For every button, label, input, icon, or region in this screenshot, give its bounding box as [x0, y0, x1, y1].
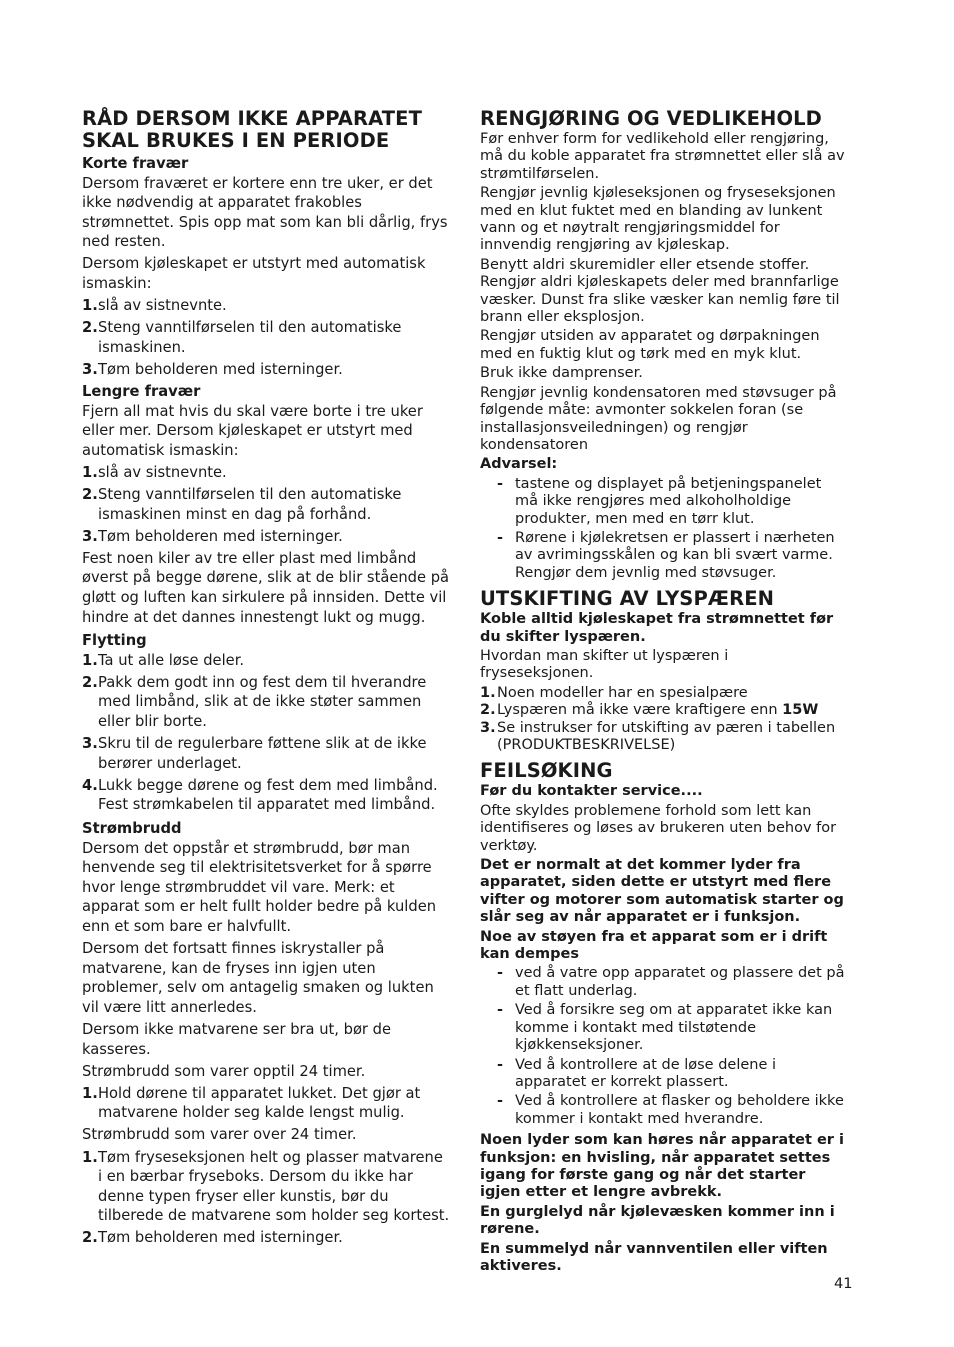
paragraph: Før enhver form for vedlikehold eller rengjøring, må du koble apparatet fra strømnettet eller slå av strømtilførselen.: [480, 131, 845, 182]
list-item: [480, 1002, 846, 1054]
section-title-storage: RÅD DERSOM IKKE APPARATET SKAL BRUKES I EN PERIODE: [82, 107, 422, 152]
list-item: [82, 651, 450, 671]
step-number: 1.: [82, 651, 98, 669]
paragraph: Rengjør utsiden av apparatet og dørpakningen med en fuktig klut og tørk med en myk klut.: [480, 328, 820, 362]
dash-bullet: -: [497, 965, 504, 982]
list-item: [82, 527, 450, 547]
list-item: [480, 476, 846, 528]
step-text: slå av sistnevnte.: [98, 463, 227, 481]
paragraph: Dersom fraværet er kortere enn tre uker, er det ikke nødvendig at apparatet frakobles strømnettet. Spis opp mat som kan bli dårlig, frys ned resten.: [82, 174, 448, 251]
paragraph: Dersom ikke matvarene ser bra ut, bør de kasseres.: [82, 1020, 392, 1058]
steps-outage-short: [82, 1084, 450, 1123]
page-number: 41: [834, 1276, 853, 1292]
dash-bullet: -: [497, 529, 504, 546]
list-item: [82, 318, 450, 357]
step-number: 2.: [480, 702, 496, 719]
step-number: 2.: [82, 673, 98, 691]
warning-heading: Advarsel:: [480, 456, 558, 473]
step-text: Noen modeller har en spesialpære: [497, 684, 748, 701]
step-text: Steng vanntilførselen til den automatiske ismaskinen.: [98, 319, 402, 356]
step-text: Hold dørene til apparatet lukket. Det gjør at matvarene holder seg kalde lengst mulig.: [98, 1084, 421, 1122]
list-item: [82, 360, 450, 380]
step-text: Pakk dem godt inn og fest dem til hverandre med limbånd, slik at de ikke støter sammen eller blir borte.: [98, 673, 427, 731]
paragraph: Fjern all mat hvis du skal være borte i tre uker eller mer. Dersom kjøleskapet er utstyrt med automatisk ismaskin:: [82, 402, 423, 459]
noise-tips-list: [480, 965, 846, 1128]
step-text: slå av sistnevnte.: [98, 297, 227, 315]
steps-short-absence: [82, 296, 450, 379]
step-number: 3.: [82, 527, 98, 545]
section-title-bulb: UTSKIFTING AV LYSPÆREN: [480, 587, 775, 611]
subheading-moving: Flytting: [82, 632, 147, 650]
bold-paragraph: Noen lyder som kan høres når apparatet er i funksjon: en hvisling, når apparatet settes igang for første gang og når det starter igjen etter et lengre avbrekk.: [480, 1132, 844, 1201]
section-title-cleaning: RENGJØRING OG VEDLIKEHOLD: [480, 107, 822, 130]
left-column: [82, 108, 450, 1250]
bold-note: Koble alltid kjøleskapet fra strømnettet før du skifter lyspæren.: [480, 611, 834, 645]
subheading-before-service: Før du kontakter service....: [480, 783, 703, 800]
section-title-troubleshooting: FEILSØKING: [480, 759, 613, 783]
list-item: [82, 296, 450, 316]
paragraph: Dersom kjøleskapet er utstyrt med automatisk ismaskin:: [82, 255, 426, 293]
steps-bulb: [480, 685, 846, 755]
list-item: [480, 685, 846, 702]
bold-paragraph: Det er normalt at det kommer lyder fra apparatet, siden dette er utstyrt med flere vifter og motorer som automatisk starter og slår seg av når apparatet er i funksjon.: [480, 857, 844, 926]
list-item: [480, 1057, 846, 1092]
paragraph: Benytt aldri skuremidler eller etsende stoffer. Rengjør aldri kjøleskapets deler med brannfarlige væsker. Dunst fra slike væsker kan nemlig føre til brann eller eksplosjon.: [480, 256, 840, 326]
steps-moving: [82, 651, 450, 815]
steps-outage-long: [82, 1148, 450, 1248]
step-text: Tøm beholderen med isterninger.: [98, 360, 343, 378]
step-text: Steng vanntilførselen til den automatiske ismaskinen minst en dag på forhånd.: [98, 486, 402, 523]
warning-list: [480, 476, 846, 582]
list-item: [82, 463, 450, 483]
step-number: 1.: [82, 463, 98, 481]
wattage-value: 15W: [782, 702, 819, 719]
list-item: [82, 673, 450, 732]
list-item: [82, 1148, 450, 1226]
warning-text: tastene og displayet på betjeningspanelet må ikke rengjøres med alkoholholdige produkter, men med en tørr klut.: [515, 475, 822, 527]
step-number: 1.: [82, 297, 98, 315]
step-text: Lyspæren må ikke være kraftigere enn: [497, 702, 783, 719]
tip-text: ved å vatre opp apparatet og plassere det på et flatt underlag.: [515, 965, 845, 999]
step-number: 4.: [82, 776, 98, 794]
list-item: [82, 1084, 450, 1123]
list-item: [480, 702, 846, 719]
step-text: Tøm fryseseksjonen helt og plasser matvarene i en bærbar fryseboks. Dersom du ikke har denne typen fryser eller kunstis, bør du tilberede de matvarene som holder seg kortest.: [98, 1148, 450, 1225]
dash-bullet: -: [497, 1002, 504, 1019]
step-number: 3.: [480, 719, 496, 736]
step-number: 3.: [82, 360, 98, 378]
paragraph: Dersom det fortsatt finnes iskrystaller på matvarene, kan de fryses inn igjen uten problemer, selv om antagelig smaken og lukten vil være litt annerledes.: [82, 940, 434, 1016]
tip-text: Ved å kontrollere at flasker og beholdere ikke kommer i kontakt med hverandre.: [515, 1093, 844, 1127]
dash-bullet: -: [497, 1056, 504, 1073]
subheading-power-outage: Strømbrudd: [82, 820, 182, 837]
step-number: 2.: [82, 486, 98, 503]
dash-bullet: -: [497, 475, 504, 492]
tip-text: Ved å kontrollere at de løse delene i apparatet er korrekt plassert.: [515, 1056, 777, 1090]
step-number: 1.: [82, 1084, 98, 1102]
list-item: [480, 530, 846, 582]
paragraph: Ofte skyldes problemene forhold som lett kan identifiseres og løses av brukeren uten behov for verktøy.: [480, 802, 837, 854]
paragraph: Hvordan man skifter ut lyspæren i fryseseksjonen.: [480, 647, 729, 682]
list-item: [480, 720, 846, 755]
step-text: Lukk begge dørene og fest dem med limbånd. Fest strømkabelen til apparatet med limbånd.: [98, 776, 438, 814]
steps-long-absence: [82, 463, 450, 546]
tip-text: Ved å forsikre seg om at apparatet ikke kan komme i kontakt med tilstøtende kjøkkenseksjoner.: [515, 1002, 833, 1054]
bold-paragraph: En summelyd når vannventilen eller viften aktiveres.: [480, 1240, 828, 1274]
list-item: [82, 485, 450, 524]
step-number: 1.: [480, 684, 496, 701]
step-text: Tøm beholderen med isterninger.: [98, 527, 343, 545]
step-text: Ta ut alle løse deler.: [98, 651, 245, 669]
right-column: [480, 108, 846, 1277]
list-item: [82, 776, 450, 815]
step-text: Se instrukser for utskifting av pæren i tabellen (PRODUKTBESKRIVELSE): [497, 719, 836, 753]
paragraph: Rengjør jevnlig kjøleseksjonen og fryseseksjonen med en klut fuktet med en blanding av lunkent vann og et nøytralt rengjøringsmiddel for innvendig rengjøring av kjøleskap.: [480, 185, 836, 254]
paragraph: Strømbrudd som varer over 24 timer.: [82, 1126, 357, 1144]
step-text: Tøm beholderen med isterninger.: [98, 1229, 343, 1247]
step-number: 3.: [82, 735, 98, 753]
subheading-short-absence: Korte fravær: [82, 155, 189, 172]
list-item: [480, 1093, 846, 1128]
paragraph: Dersom det oppstår et strømbrudd, bør man henvende seg til elektrisitetsverket for å spørre hvor lenge strømbruddet vil vare. Merk: et apparat som er helt fullt holder bedre på kulden enn et som bare er halvfullt.: [82, 839, 437, 935]
dash-bullet: -: [497, 1093, 504, 1110]
step-number: 2.: [82, 1229, 98, 1247]
step-text: Skru til de regulerbare føttene slik at de ikke berører underlaget.: [98, 735, 427, 772]
paragraph: Rengjør jevnlig kondensatoren med støvsuger på følgende måte: avmonter sokkelen foran (se installasjonsveiledningen) og rengjør kondensatoren: [480, 384, 837, 453]
step-number: 2.: [82, 319, 98, 337]
list-item: [82, 1228, 450, 1248]
paragraph: Fest noen kiler av tre eller plast med limbånd øverst på begge dørene, slik at de blir stående på gløtt og luften kan sirkulere på innsiden. Dette vil hindre at det dannes innestengt lukt og mugg.: [82, 549, 450, 626]
warning-text: Rørene i kjølekretsen er plassert i nærheten av avrimingsskålen og kan bli svært varme. Rengjør dem jevnlig med støvsuger.: [515, 529, 835, 581]
paragraph: Bruk ikke damprenser.: [480, 365, 643, 382]
list-item: [82, 734, 450, 773]
paragraph: Strømbrudd som varer opptil 24 timer.: [82, 1062, 366, 1080]
step-number: 1.: [82, 1148, 98, 1166]
bold-paragraph: Noe av støyen fra et apparat som er i drift kan dempes: [480, 928, 828, 963]
subheading-long-absence: Lengre fravær: [82, 383, 201, 401]
list-item: [480, 965, 846, 1000]
bold-paragraph: En gurglelyd når kjølevæsken kommer inn i rørene.: [480, 1203, 835, 1238]
